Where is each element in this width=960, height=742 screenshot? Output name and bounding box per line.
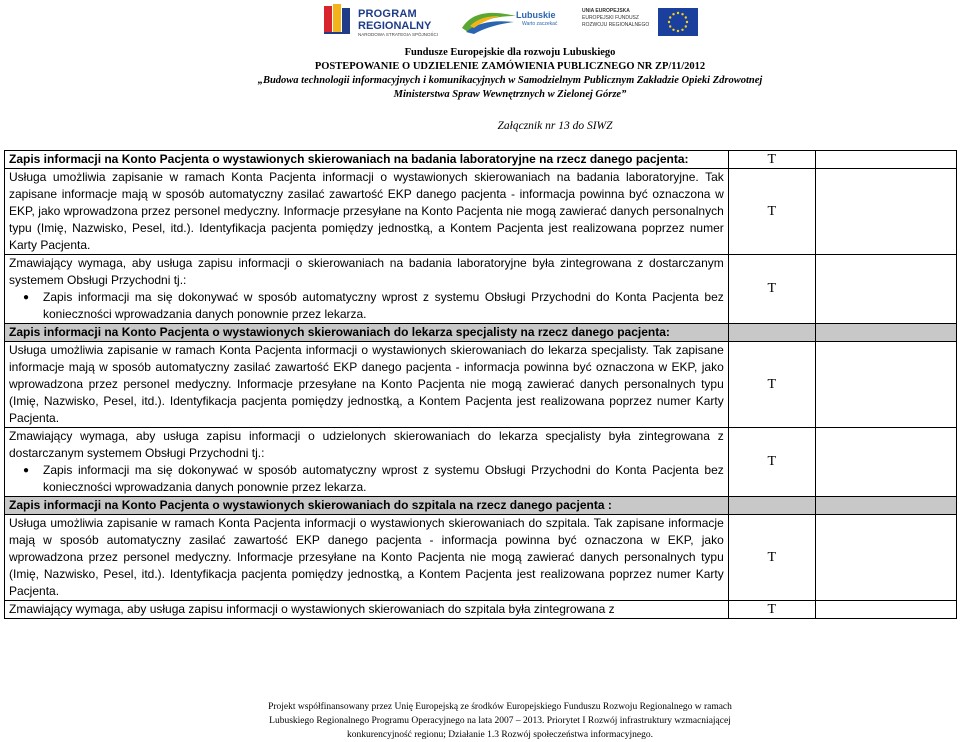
section3-title: Zapis informacji na Konto Pacjenta o wystawionych skierowaniach do szpitala na rzecz danego pacjenta : xyxy=(9,498,612,512)
mark-cell: T xyxy=(728,601,815,619)
section1-bullet: Zapis informacji ma się dokonywać w sposób automatyczny wprost z systemu Obsługi Przychodni do Konta Pacjenta bez konieczności wprowadzania danych ponownie przez lekarza. xyxy=(43,290,724,321)
program-logo-line3: NARODOWA STRATEGIA SPÓJNOŚCI xyxy=(358,32,439,37)
empty-cell xyxy=(815,324,956,342)
section2-desc-cell: Usługa umożliwia zapisanie w ramach Konta Pacjenta informacji o wystawionych skierowaniach do lekarza specjalisty. Tak zapisane informacje mają w sposób automatyczny zasilać zawartość EKP danego pacjenta - informacja powinna być oznaczona w EKP, jako wprowadzona przez personel medyczny. Informacje przesyłane na Konto Pacjenta nie mogą zawierać danych personalnych typu (Imię, Nazwisko, Pesel, itd.). Identyfikacja pacjenta pomiędzy jednostką, a Kontem Pacjenta jest realizowana poprzez numer Karty Pacjenta. xyxy=(5,342,729,428)
mark-cell: T xyxy=(728,151,815,169)
section2-bullet: Zapis informacji ma się dokonywać w sposób automatyczny wprost z systemu Obsługi Przychodni do Konta Pacjenta bez konieczności wprowadzania danych ponownie przez lekarza. xyxy=(43,463,724,494)
section2-title-cell xyxy=(5,324,729,342)
program-regionalny-logo xyxy=(322,2,452,38)
section1-title-cell xyxy=(5,151,729,169)
empty-cell xyxy=(815,515,956,601)
section3-title-cell xyxy=(5,497,729,515)
section1-p2: Tak zapisane informacje mają w sposób automatyczny zasilać zawartość EKP danego pacjenta - informacja powinna być oznaczona w EKP, jako wprowadzona przez personel medyczny. xyxy=(9,170,724,218)
section2-title: Zapis informacji na Konto Pacjenta o wystawionych skierowaniach do lekarza specjalisty na rzecz danego pacjenta: xyxy=(9,325,670,339)
attachment-label: Załącznik nr 13 do SIWZ xyxy=(497,120,613,132)
lubuskie-logo xyxy=(460,6,570,36)
empty-cell xyxy=(815,255,956,324)
mark-cell xyxy=(728,497,815,515)
empty-cell xyxy=(815,601,956,619)
mark-cell: T xyxy=(728,169,815,255)
bullet-item xyxy=(9,289,724,323)
eu-logo-line3: ROZWOJU REGIONALNEGO xyxy=(582,22,650,28)
header-line-3: „Budowa technologii informacyjnych i komunikacyjnych w Samodzielnym Publicznym Zakładzie Opieki Zdrowotnej xyxy=(257,75,763,86)
mark-cell: T xyxy=(728,342,815,428)
page-footer xyxy=(200,700,800,742)
lubuskie-logo-line1: Lubuskie xyxy=(516,10,556,20)
table-row xyxy=(5,342,957,428)
mark-cell: T xyxy=(728,428,815,497)
mark-cell xyxy=(728,324,815,342)
section1-p3: Informacje przesyłane na Konto Pacjenta nie mogą zawierać danych personalnych typu (Imię, Nazwisko, Pesel, itd.). Identyfikacja pacjenta pomiędzy jednostką, a Kontem Pacjenta jest realizowana poprzez numer Karty Pacjenta. xyxy=(9,204,724,252)
lubuskie-swoosh-icon xyxy=(460,6,518,36)
bullet-icon: ● xyxy=(22,292,30,303)
eu-flag-icon xyxy=(658,8,698,36)
section1-p4: Zmawiający wymaga, aby usługa zapisu informacji o skierowaniach na badania laboratoryjne była zintegrowana z dostarczanym systemem Obsługi Przychodni tj.: xyxy=(9,256,724,287)
table-row xyxy=(5,497,957,515)
empty-cell xyxy=(815,342,956,428)
program-flag-icon xyxy=(322,2,356,36)
table-row xyxy=(5,324,957,342)
table-row xyxy=(5,255,957,324)
empty-cell xyxy=(815,169,956,255)
section2-p2: Zmawiający wymaga, aby usługa zapisu informacji o udzielonych skierowaniach do lekarza specjalisty była zintegrowana z dostarczanym systemem Obsługi Przychodni tj.: xyxy=(9,429,724,460)
empty-cell xyxy=(815,428,956,497)
section1-title: Zapis informacji na Konto Pacjenta o wystawionych skierowaniach na badania laboratoryjne na rzecz danego pacjenta: xyxy=(9,152,689,166)
header-line-4: Ministerstwa Spraw Wewnętrznych w Zielonej Górze” xyxy=(393,89,627,100)
footer-line-1: Projekt współfinansowany przez Unię Europejską ze środków Europejskiego Funduszu Rozwoju Regionalnego w ramach xyxy=(268,702,732,712)
section1-p1: Usługa umożliwia zapisanie w ramach Konta Pacjenta informacji o wystawionych skierowaniach na badania laboratoryjne. xyxy=(9,170,699,184)
program-logo-line1: PROGRAM xyxy=(358,8,417,20)
mark-cell: T xyxy=(728,255,815,324)
logo-bar xyxy=(320,0,700,44)
section3-integration-cell: Zmawiający wymaga, aby usługa zapisu informacji o wystawionych skierowaniach do szpitala była zintegrowana z xyxy=(5,601,729,619)
footer-line-2: Lubuskiego Regionalnego Programu Operacyjnego na lata 2007 – 2013. Priorytet I Rozwój infrastruktury wzmacniającej xyxy=(269,716,731,726)
table-row xyxy=(5,428,957,497)
header-line-2: POSTEPOWANIE O UDZIELENIE ZAMÓWIENIA PUBLICZNEGO NR ZP/11/2012 xyxy=(314,61,706,72)
bullet-item xyxy=(9,462,724,496)
header-line-1: Fundusze Europejskie dla rozwoju Lubuskiego xyxy=(404,47,616,58)
eu-logo-line1: UNIA EUROPEJSKA xyxy=(582,8,630,14)
section1-desc-cell xyxy=(5,169,729,255)
table-row xyxy=(5,151,957,169)
section1-integration-cell xyxy=(5,255,729,324)
bullet-icon: ● xyxy=(22,465,30,476)
mark-cell: T xyxy=(728,515,815,601)
table-row xyxy=(5,515,957,601)
program-logo-line2: REGIONALNY xyxy=(358,20,432,32)
requirements-table xyxy=(4,150,957,619)
empty-cell xyxy=(815,151,956,169)
empty-cell xyxy=(815,497,956,515)
eu-logo xyxy=(582,6,700,38)
lubuskie-logo-line2: Warto zaczekać xyxy=(522,21,558,27)
footer-line-3: konkurencyjność regionu; Działanie 1.3 Rozwój społeczeństwa informacyjnego. xyxy=(346,730,654,740)
section3-desc-cell: Usługa umożliwia zapisanie w ramach Konta Pacjenta informacji o wystawionych skierowaniach do szpitala. Tak zapisane informacje mają w sposób automatyczny zasilać zawartość EKP danego pacjenta - informacja powinna być oznaczona w EKP, jako wprowadzona przez personel medyczny. Informacje przesyłane na Konto Pacjenta nie mogą zawierać danych personalnych typu (Imię, Nazwisko, Pesel, itd.). Identyfikacja pacjenta pomiędzy jednostką, a Kontem Pacjenta jest realizowana poprzez numer Karty Pacjenta. xyxy=(5,515,729,601)
table-row xyxy=(5,169,957,255)
section2-integration-cell xyxy=(5,428,729,497)
table-row xyxy=(5,601,957,619)
eu-logo-line2: EUROPEJSKI FUNDUSZ xyxy=(582,15,639,21)
